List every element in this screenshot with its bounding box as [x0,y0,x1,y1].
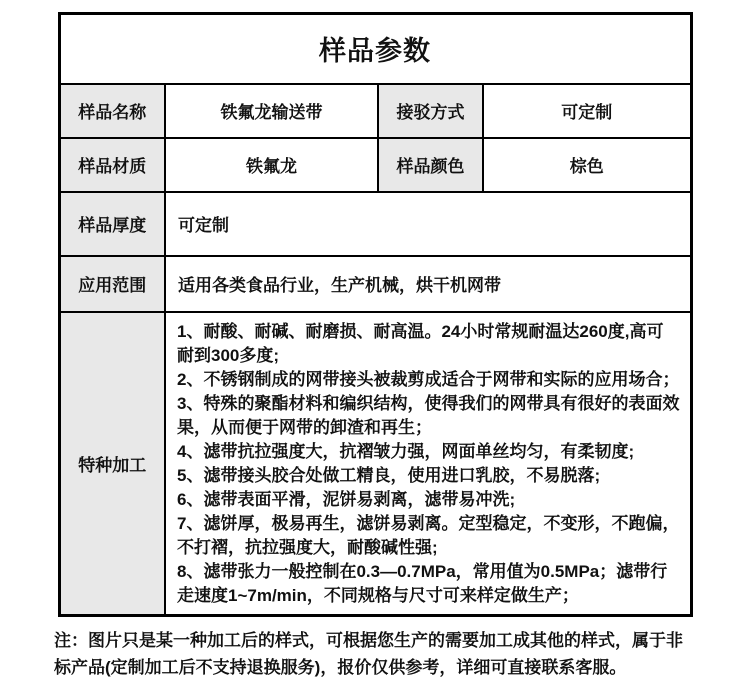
value-sample-color: 棕色 [483,138,691,192]
label-connection-method: 接驳方式 [378,84,483,138]
value-application-range: 适用各类食品行业，生产机械，烘干机网带 [165,256,691,312]
label-application-range: 应用范围 [59,256,165,312]
special-processing-line-2: 2、不锈钢制成的网带接头被裁剪成适合于网带和实际的应用场合； [177,369,680,389]
special-processing-line-8: 8、滤带张力一般控制在0.3—0.7MPa，常用值为0.5MPa；滤带行走速度1~7m/min，不同规格与尺寸可来样定做生产； [177,561,668,605]
special-processing-line-5: 5、滤带接头胶合处做工精良，使用进口乳胶，不易脱落; [177,465,601,485]
value-sample-thickness: 可定制 [165,192,691,256]
row-sample-material [59,138,691,192]
sample-parameters-table [58,12,693,617]
special-processing-line-7: 7、滤饼厚，极易再生，滤饼易剥离。定型稳定，不变形，不跑偏，不打褶，抗拉强度大，耐酸碱性强; [177,513,680,557]
label-sample-name: 样品名称 [59,84,165,138]
label-sample-color: 样品颜色 [378,138,483,192]
row-special-processing [59,312,691,616]
value-sample-name: 铁氟龙输送带 [165,84,378,138]
value-sample-material: 铁氟龙 [165,138,378,192]
row-application-range [59,256,691,312]
special-processing-line-1: 1、耐酸、耐碱、耐磨损、耐高温。24小时常规耐温达260度,高可耐到300多度; [177,321,664,365]
row-sample-thickness [59,192,691,256]
special-processing-line-4: 4、滤带抗拉强度大，抗褶皱力强，网面单丝均匀，有柔韧度; [177,441,635,461]
footnote: 注：图片只是某一种加工后的样式，可根据您生产的需要加工成其他的样式，属于非标产品(定制加工后不支持退换服务)，报价仅供参考，详细可直接联系客服。 [54,630,683,677]
special-processing-line-3: 3、特殊的聚酯材料和编织结构，使得我们的网带具有很好的表面效果，从而便于网带的卸渣和再生； [177,393,680,437]
special-processing-line-6: 6、滤带表面平滑，泥饼易剥离，滤带易冲洗; [177,489,516,509]
label-sample-material: 样品材质 [59,138,165,192]
label-special-processing: 特种加工 [59,312,165,616]
table-title: 样品参数 [59,14,691,84]
value-connection-method: 可定制 [483,84,691,138]
title-row [59,14,691,84]
label-sample-thickness: 样品厚度 [59,192,165,256]
special-processing-content [165,312,691,616]
row-sample-name [59,84,691,138]
